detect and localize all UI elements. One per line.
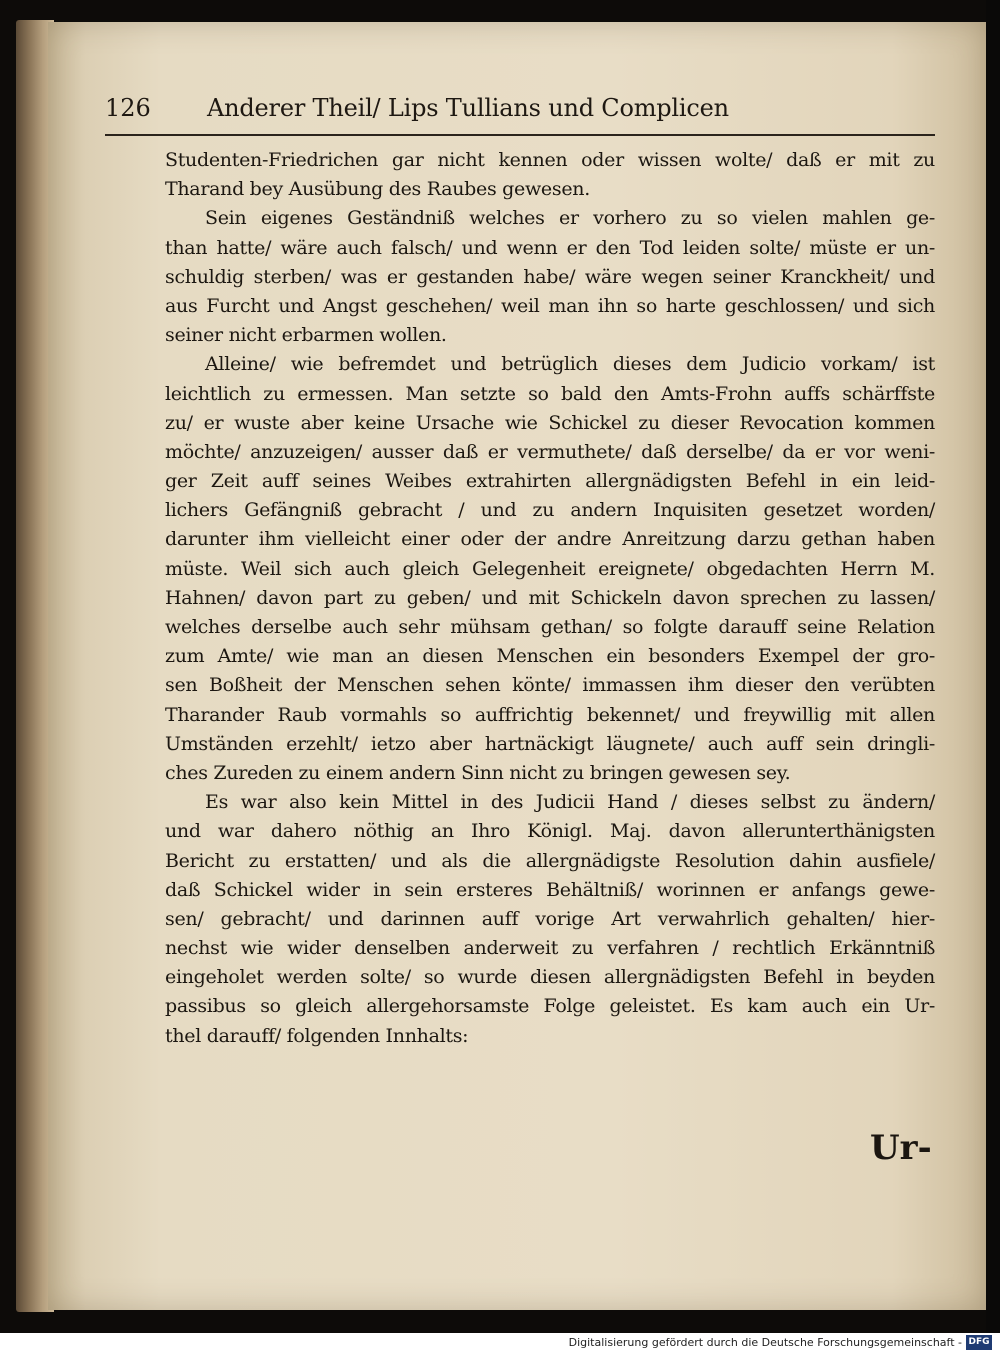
text-line: müste. Weil sich auch gleich Gelegenheit ereignete/ obgedachten Herrn M. (165, 557, 935, 580)
text-line: lichers Gefängniß gebracht / und zu andern Inquisiten gesetzet worden/ (165, 499, 935, 522)
dfg-logo[interactable]: DFG (966, 1335, 992, 1350)
page-number: 126 (105, 94, 151, 122)
text-line: seiner nicht erbarmen wollen. (165, 324, 447, 347)
text-line: Bericht zu erstatten/ und als die allergnädigste Resolution dahin ausfiele/ (165, 849, 935, 872)
text-line: möchte/ anzuzeigen/ ausser daß er vermuthete/ daß derselbe/ da er vor weni- (165, 440, 935, 463)
text-line: Tharand bey Ausübung des Raubes gewesen. (165, 178, 590, 201)
text-line: Alleine/ wie befremdet und betrüglich dieses dem Judicio vorkam/ ist (205, 353, 935, 376)
scan-edge (986, 0, 1000, 1333)
funding-credit: Digitalisierung gefördert durch die Deutsche Forschungsgemeinschaft - (568, 1336, 962, 1349)
body-text (165, 146, 935, 1051)
text-line: Umständen erzehlt/ ietzo aber hartnäckigt läugnete/ auch auff sein dringli- (165, 732, 935, 755)
text-line: ger Zeit auff seines Weibes extrahirten allergnädigsten Befehl in ein leid- (165, 470, 935, 493)
text-line: leichtlich zu ermessen. Man setzte so bald den Amts-Frohn auffs schärffste (165, 382, 935, 405)
text-line: nechst wie wider denselben anderweit zu verfahren / rechtlich Erkänntniß (165, 937, 935, 960)
text-line: zu/ er wuste aber keine Ursache wie Schickel zu dieser Revocation kommen (165, 411, 935, 434)
text-line: schuldig sterben/ was er gestanden habe/ wäre wegen seiner Kranckheit/ und (165, 265, 935, 288)
text-line: aus Furcht und Angst geschehen/ weil man ihn so harte geschlossen/ und sich (165, 294, 935, 317)
text-line: Tharander Raub vormahls so auffrichtig bekennet/ und freywillig mit allen (165, 703, 935, 726)
footer (0, 1333, 1000, 1354)
text-line: Hahnen/ davon part zu geben/ und mit Schickeln davon sprechen zu lassen/ (165, 586, 935, 609)
text-line: darunter ihm vielleicht einer oder der andre Anreitzung darzu gethan haben (165, 528, 935, 551)
text-line: sen/ gebracht/ und darinnen auff vorige Art verwahrlich gehalten/ hier- (165, 907, 935, 930)
catchword: Ur- (870, 1128, 932, 1168)
running-head (105, 88, 935, 136)
text-line: than hatte/ wäre auch falsch/ und wenn er den Tod leiden solte/ müste er un- (165, 236, 935, 259)
text-line: und war dahero nöthig an Ihro Königl. Maj. davon allerunterthänigsten (165, 820, 935, 843)
text-line: zum Amte/ wie man an diesen Menschen ein besonders Exempel der gro- (165, 645, 935, 668)
text-line: Studenten-Friedrichen gar nicht kennen oder wissen wolte/ daß er mit zu (165, 149, 935, 171)
text-line: Es war also kein Mittel in des Judicii Hand / dieses selbst zu ändern/ (205, 791, 935, 814)
text-line: daß Schickel wider in sein ersteres Behältniß/ worinnen er anfangs gewe- (165, 878, 935, 901)
header-title: Anderer Theil/ Lips Tullians und Complicen (207, 94, 729, 122)
text-line: Sein eigenes Geständniß welches er vorhero zu so vielen mahlen ge- (205, 207, 935, 230)
text-line: thel darauff/ folgenden Innhalts: (165, 1024, 469, 1047)
text-line: sen Boßheit der Menschen sehen könte/ immassen ihm dieser den verübten (165, 674, 935, 697)
text-line: eingeholet werden solte/ so wurde diesen allergnädigsten Befehl in beyden (165, 966, 935, 989)
text-line: passibus so gleich allergehorsamste Folge geleistet. Es kam auch ein Ur- (165, 995, 935, 1018)
text-line: welches derselbe auch sehr mühsam gethan/ so folgte darauff seine Relation (165, 616, 935, 638)
text-line: ches Zureden zu einem andern Sinn nicht zu bringen gewesen sey. (165, 761, 791, 784)
